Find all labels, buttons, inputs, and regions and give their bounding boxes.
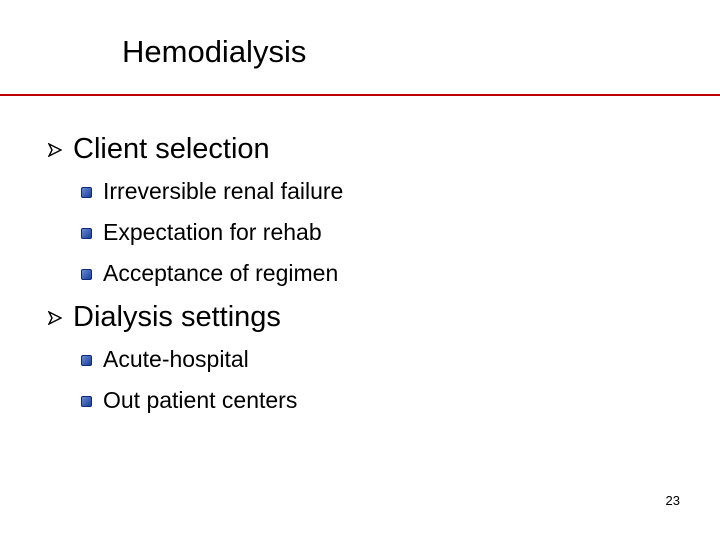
square-bullet-icon (81, 355, 92, 366)
square-bullet-icon (81, 187, 92, 198)
bullet-heading: Client selection (73, 133, 270, 165)
arrow-bullet-icon (48, 143, 62, 157)
sub-bullet-text: Irreversible renal failure (103, 178, 344, 204)
bullet-heading: Dialysis settings (73, 301, 281, 333)
sub-bullet-text: Expectation for rehab (103, 219, 322, 245)
title-divider (0, 94, 720, 96)
slide-title: Hemodialysis (122, 34, 307, 69)
square-bullet-icon (81, 396, 92, 407)
square-bullet-icon (81, 269, 92, 280)
sub-bullet-text: Out patient centers (103, 387, 298, 413)
page-number: 23 (665, 493, 680, 508)
sub-bullet-text: Acceptance of regimen (103, 260, 339, 286)
arrow-bullet-icon (48, 311, 62, 325)
square-bullet-icon (81, 228, 92, 239)
sub-bullet-text: Acute-hospital (103, 346, 249, 372)
